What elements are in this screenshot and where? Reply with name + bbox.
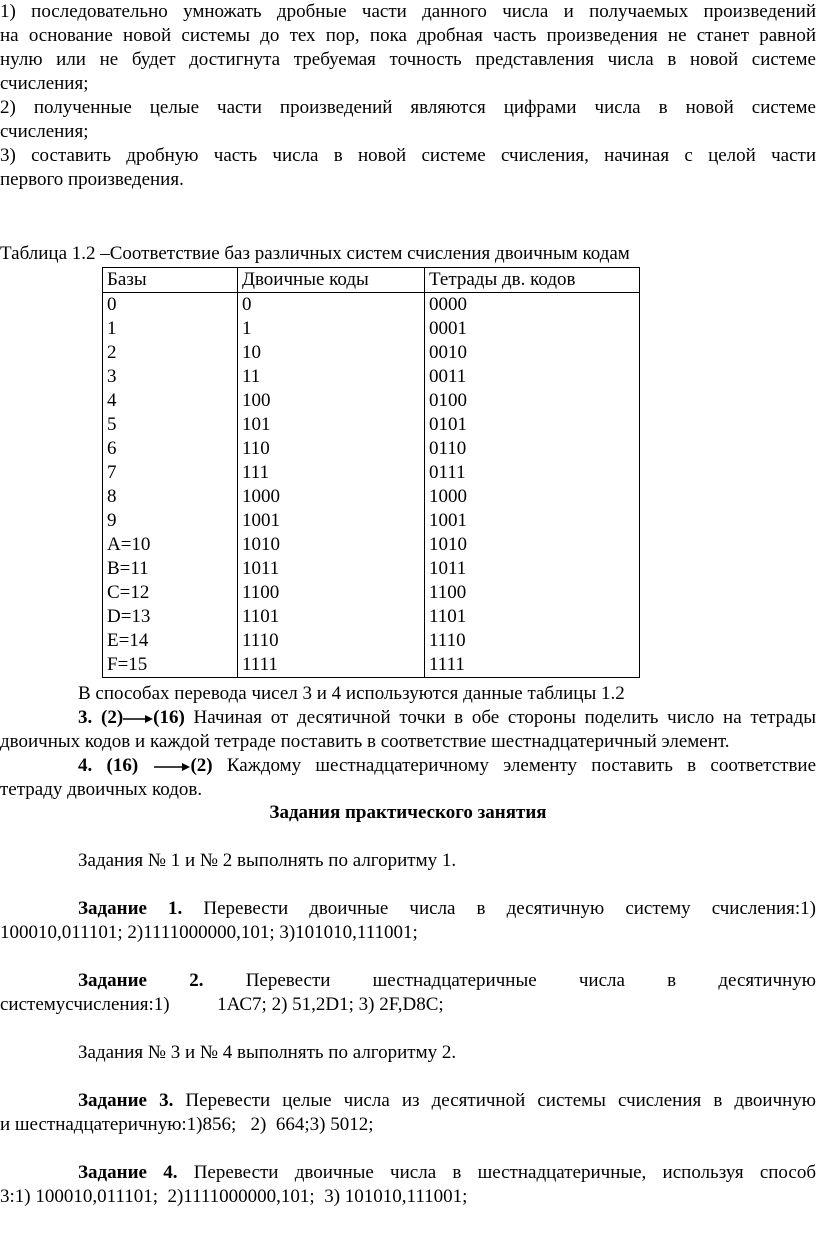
task-2-label: Задание 2.	[78, 970, 204, 991]
table-cell: 1	[238, 317, 425, 341]
table-caption: Таблица 1.2 –Соответствие баз различных систем счисления двоичным кодам	[0, 243, 630, 264]
table-cell: 2	[103, 341, 238, 365]
table-cell: 0010	[425, 341, 640, 365]
table-row	[103, 533, 640, 557]
intro-line-7: 3) составить дробную часть числа в новой системе счисления, начиная с целой части	[0, 145, 816, 166]
table-row	[103, 485, 640, 509]
table-cell: 1101	[425, 605, 640, 629]
table-row	[103, 581, 640, 605]
table-cell: 0100	[425, 389, 640, 413]
task-4-line-1	[0, 1161, 816, 1185]
table-cell: 1100	[425, 581, 640, 605]
table-row	[103, 557, 640, 581]
intro-line-4: счисления;	[0, 73, 89, 94]
table-cell: 1001	[425, 509, 640, 533]
table-cell: 1110	[238, 629, 425, 653]
table-cell: 1010	[238, 533, 425, 557]
table-row	[103, 413, 640, 437]
table-cell: 0111	[425, 461, 640, 485]
table-header-cell: Тетрады дв. кодов	[425, 268, 640, 293]
table-row	[103, 389, 640, 413]
intro-line-8: первого произведения.	[0, 169, 184, 190]
table-row	[103, 365, 640, 389]
table-cell: 110	[238, 437, 425, 461]
table-cell: 0101	[425, 413, 640, 437]
task-1-line-1	[0, 897, 816, 921]
methods-intro: В способах перевода чисел 3 и 4 используются данные таблицы 1.2	[78, 683, 625, 704]
right-arrow-icon	[123, 713, 153, 725]
table-cell: 11	[238, 365, 425, 389]
table-cell: 1000	[425, 485, 640, 509]
table-cell: B=11	[103, 557, 238, 581]
table-cell: 0011	[425, 365, 640, 389]
table-cell: 7	[103, 461, 238, 485]
intro-line-1: 1) последовательно умножать дробные части данного числа и получаемых произведений	[0, 1, 816, 22]
task-4-line-2: 3:1) 100010,011101; 2)1111000000,101; 3) 101010,111001;	[0, 1186, 468, 1207]
table-cell: 111	[238, 461, 425, 485]
method-4-line-2: тетраду двоичных кодов.	[0, 779, 203, 800]
table-row	[103, 605, 640, 629]
method-3-to: (16)	[153, 707, 185, 728]
intro-line-2: на основание новой системы до тех пор, пока дробная часть произведения не станет равной	[0, 25, 816, 46]
table-cell: E=14	[103, 629, 238, 653]
table-cell: 6	[103, 437, 238, 461]
tasks-heading-text: Задания практического занятия	[269, 802, 547, 823]
task-3-line-1	[0, 1089, 816, 1113]
task-1-text: Перевести двоичные числа в десятичную систему счисления:1)	[182, 898, 816, 919]
table-cell: C=12	[103, 581, 238, 605]
task-1-line-2: 100010,011101; 2)1111000000,101; 3)101010,111001;	[0, 922, 418, 943]
table-cell: 1100	[238, 581, 425, 605]
task-4-text: Перевести двоичные числа в шестнадцатеричные, используя способ	[177, 1162, 816, 1183]
table-row	[103, 341, 640, 365]
task-1-label: Задание 1.	[78, 898, 183, 919]
table-cell: 8	[103, 485, 238, 509]
method-3-line-2: двоичных кодов и каждой тетраде поставить в соответствие шестнадцатеричный элемент.	[0, 731, 730, 752]
table-header-row	[103, 268, 640, 293]
right-arrow-icon	[152, 761, 190, 773]
table-cell: 1111	[238, 653, 425, 678]
bases-table	[102, 267, 640, 678]
table-cell: 1110	[425, 629, 640, 653]
intro-line-6: счисления;	[0, 121, 89, 142]
table-cell: 101	[238, 413, 425, 437]
table-row	[103, 293, 640, 318]
method-3-text: Начиная от десятичной точки в обе стороны поделить число на тетрады	[184, 707, 816, 728]
table-cell: 10	[238, 341, 425, 365]
table-row	[103, 509, 640, 533]
task-2-line-1	[0, 969, 816, 993]
table-cell: 0	[103, 293, 238, 318]
intro-line-3: нулю или не будет достигнута требуемая точность представления числа в новой системе	[0, 49, 816, 70]
table-cell: 1010	[425, 533, 640, 557]
method-4-line-1	[0, 754, 816, 778]
tasks-note-2: Задания № 3 и № 4 выполнять по алгоритму 2.	[78, 1042, 457, 1063]
table-cell: 1	[103, 317, 238, 341]
table-cell: 100	[238, 389, 425, 413]
table-row	[103, 437, 640, 461]
intro-line-5: 2) полученные целые части произведений являются цифрами числа в новой системе	[0, 97, 816, 118]
table-cell: 4	[103, 389, 238, 413]
task-2-line-2: системусчисления:1) 1АС7; 2) 51,2D1; 3) 2F,D8C;	[0, 994, 444, 1015]
table-cell: 1011	[425, 557, 640, 581]
table-row	[103, 629, 640, 653]
table-cell: 3	[103, 365, 238, 389]
tasks-note-1: Задания № 1 и № 2 выполнять по алгоритму 1.	[78, 850, 457, 871]
table-header-cell: Базы	[103, 268, 238, 293]
method-3-line-1	[0, 706, 816, 730]
table-row	[103, 461, 640, 485]
method-4-from: 4. (16)	[78, 755, 139, 776]
method-4-text: Каждому шестнадцатеричному элементу поставить в соответствие	[226, 755, 816, 776]
task-3-text: Перевести целые числа из десятичной системы счисления в двоичную	[173, 1090, 816, 1111]
task-4-label: Задание 4.	[78, 1162, 178, 1183]
table-cell: 1000	[238, 485, 425, 509]
table-header-cell: Двоичные коды	[238, 268, 425, 293]
table-row	[103, 317, 640, 341]
table-body	[103, 293, 640, 678]
table-cell: 0110	[425, 437, 640, 461]
table-row	[103, 653, 640, 678]
method-4-to: (2)	[190, 755, 213, 776]
table-cell: F=15	[103, 653, 238, 678]
table-cell: 1011	[238, 557, 425, 581]
table-cell: 0001	[425, 317, 640, 341]
table-cell: 0	[238, 293, 425, 318]
task-3-line-2: и шестнадцатеричную:1)856; 2) 664;3) 5012;	[0, 1114, 374, 1135]
table-cell: 1111	[425, 653, 640, 678]
task-2-text: Перевести шестнадцатеричные числа в десятичную	[245, 970, 816, 991]
table-cell: D=13	[103, 605, 238, 629]
method-3-from: 3. (2)	[78, 707, 124, 728]
table-cell: 9	[103, 509, 238, 533]
table-cell: 1001	[238, 509, 425, 533]
tasks-heading	[0, 801, 816, 825]
table-cell: A=10	[103, 533, 238, 557]
table-cell: 1101	[238, 605, 425, 629]
table-cell: 5	[103, 413, 238, 437]
task-3-label: Задание 3.	[78, 1090, 174, 1111]
table-cell: 0000	[425, 293, 640, 318]
